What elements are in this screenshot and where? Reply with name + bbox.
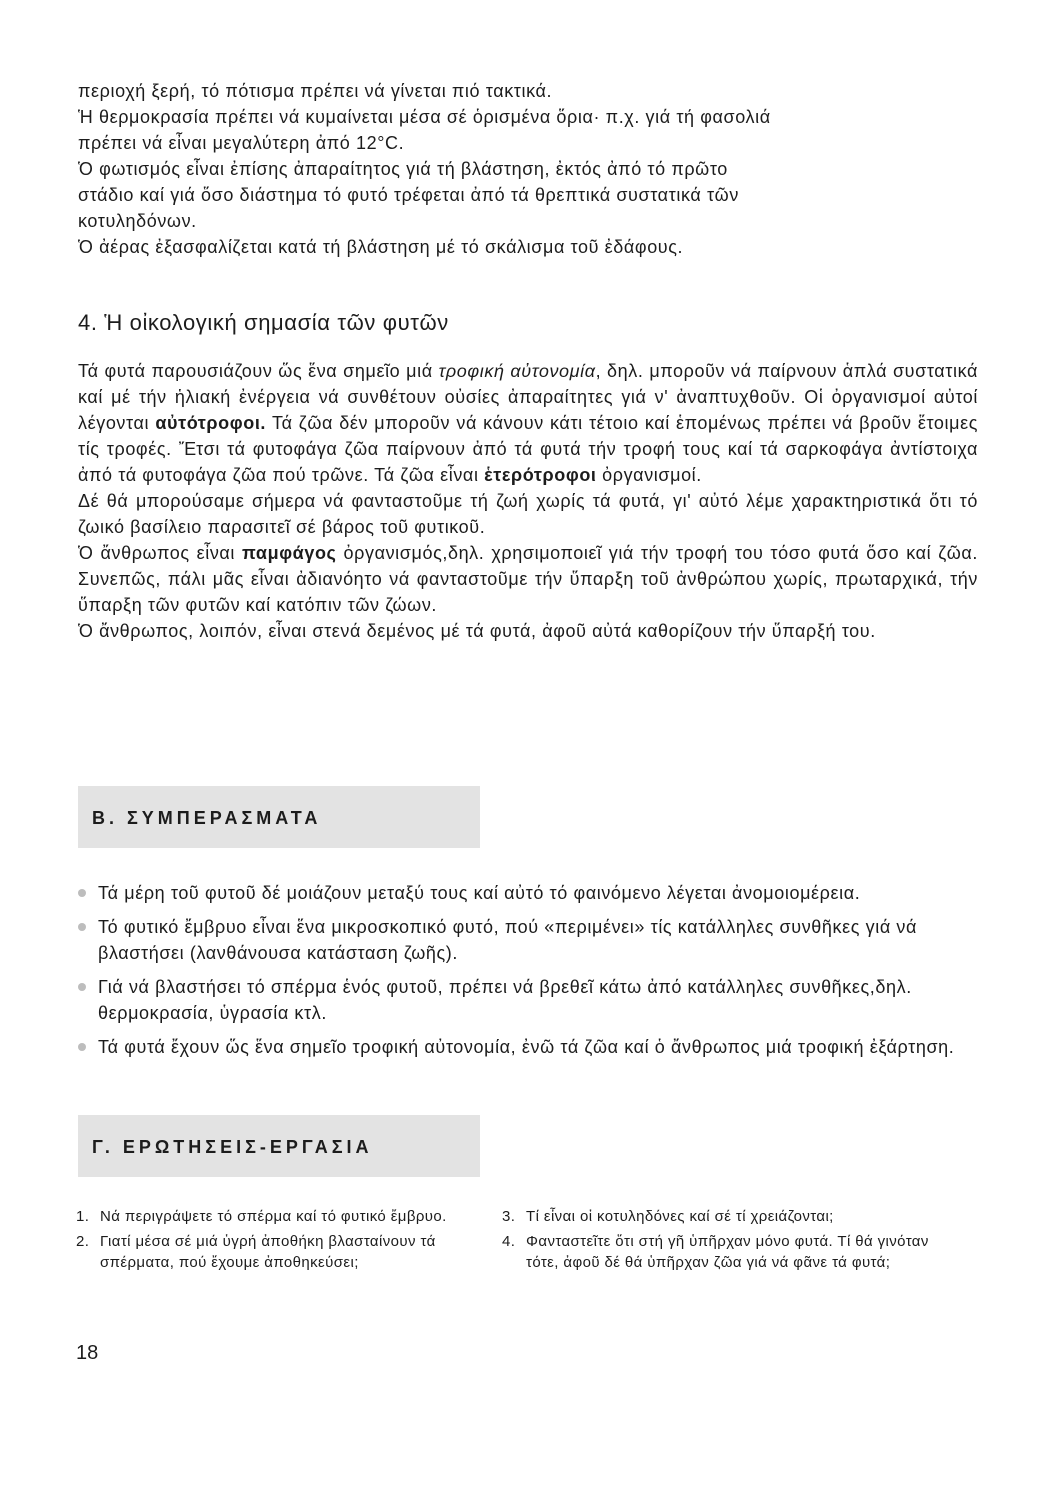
italic-term: τροφική αὐτονομία <box>438 361 596 381</box>
section-g-banner <box>78 1115 480 1177</box>
question-item: 2. Γιατί μέσα σέ μιά ὑγρή ἀποθήκη βλασταίνουν τά σπέρματα, πού ἔχουμε ἀποθηκεύσει; <box>76 1233 436 1271</box>
page-number: 18 <box>76 1342 99 1364</box>
question-item: 3. Τί εἶναι οἱ κοτυληδόνες καί σέ τί χρειάζονται; <box>502 1208 834 1225</box>
question-item: 1. Νά περιγράψετε τό σπέρμα καί τό φυτικό ἔμβρυο. <box>76 1208 447 1225</box>
question-number: 4. <box>502 1233 516 1250</box>
paragraph-plants-life: Δέ θά μπορούσαμε σήμερα νά φανταστοῦμε τή ζωή χωρίς τά φυτά, γι' αὐτό λέμε χαρακτηριστικά ὅτι τό ζωικό βασίλειο παρασιτεῖ σέ βάρος τοῦ φυτικοῦ. <box>78 491 978 537</box>
bullet-icon <box>78 983 86 991</box>
intro-line: πρέπει νά εἶναι μεγαλύτερη ἀπό 12°C. <box>78 133 405 153</box>
bold-term-autotrophs: αὐτότροφοι. <box>155 413 267 433</box>
intro-line: Ὁ φωτισμός εἶναι ἐπίσης ἀπαραίτητος γιά τή βλάστηση, ἐκτός ἀπό τό πρῶτο <box>78 159 728 179</box>
intro-line: Ὁ ἀέρας ἐξασφαλίζεται κατά τή βλάστηση μέ τό σκάλισμα τοῦ ἐδάφους. <box>78 237 684 257</box>
intro-line: κοτυληδόνων. <box>78 211 197 231</box>
questions-right-column <box>502 1206 952 1277</box>
bold-term-omnivore: παμφάγος <box>242 543 337 563</box>
bullet-icon <box>78 1043 86 1051</box>
paragraph-human-plants: Ὁ ἄνθρωπος, λοιπόν, εἶναι στενά δεμένος μέ τά φυτά, ἀφοῦ αὐτά καθορίζουν τήν ὕπαρξή του. <box>78 621 876 641</box>
section-b-banner <box>78 786 480 848</box>
bold-term-heterotrophs: ἑτερότροφοι <box>484 465 597 485</box>
bullet-icon <box>78 923 86 931</box>
section-4-heading: 4. Ἡ οἰκολογική σημασία τῶν φυτῶν <box>78 310 449 335</box>
list-item: Τά μέρη τοῦ φυτοῦ δέ μοιάζουν μεταξύ τους καί αὐτό τό φαινόμενο λέγεται ἀνομοιομέρεια. <box>78 880 958 906</box>
list-item: Γιά νά βλαστήσει τό σπέρμα ἑνός φυτοῦ, πρέπει νά βρεθεῖ κάτω ἀπό κατάλληλες συνθῆκες,δηλ. θερμοκρασία, ὑγρασία κτλ. <box>78 974 958 1026</box>
question-item: 4. Φανταστεῖτε ὅτι στή γῆ ὑπῆρχαν μόνο φυτά. Τί θά γινόταν τότε, ἀφοῦ δέ θά ὑπῆρχαν ζῶα γιά νά φᾶνε τά φυτά; <box>502 1233 929 1271</box>
bullet-icon <box>78 889 86 897</box>
list-item: Τό φυτικό ἔμβρυο εἶναι ἕνα μικροσκοπικό φυτό, πού «περιμένει» τίς κατάλληλες συνθῆκες γιά νά βλαστήσει (λανθάνουσα κατάσταση ζωῆς). <box>78 914 958 966</box>
paragraph-autotrophy: Τά φυτά παρουσιάζουν ὥς ἕνα σημεῖο μιά τροφική αὐτονομία, δηλ. μποροῦν νά παίρνουν ἁπλά συστατικά καί μέ τήν ἡλιακή ἐνέργεια νά συνθέτουν οὐσίες ἀπαραίτητες γιά ν' ἀναπτυχθοῦν. Οἱ ὀργανισμοί αὐτοί λέγονται αὐτότροφοι. Τά ζῶα δέν μποροῦν νά κάνουν κάτι τέτοιο καί ἑπομένως πρέπει νά βροῦν ἕτοιμες τίς τροφές. Ἔτσι τά φυτοφάγα ζῶα παίρνουν ἀπό τά φυτά τήν τροφή τους καί τά σαρκοφάγα ἀντίστοιχα ἀπό τά φυτοφάγα ζῶα πού τρῶνε. Τά ζῶα εἶναι ἑτερότροφοι ὀργανισμοί. <box>78 361 978 485</box>
section-b-title: Β. ΣΥΜΠΕΡΑΣΜΑΤΑ <box>92 808 322 828</box>
questions-left-column <box>76 1206 476 1277</box>
section-g-title: Γ. ΕΡΩΤΗΣΕΙΣ-ΕΡΓΑΣΙΑ <box>92 1137 373 1157</box>
list-item: Τά φυτά ἔχουν ὥς ἕνα σημεῖο τροφική αὐτονομία, ἐνῶ τά ζῶα καί ὁ ἄνθρωπος μιά τροφική ἐξάρτηση. <box>78 1034 958 1060</box>
question-number: 3. <box>502 1208 516 1225</box>
intro-line: Ἡ θερμοκρασία πρέπει νά κυμαίνεται μέσα σέ ὁρισμένα ὅρια· π.χ. γιά τή φασολιά <box>78 107 771 127</box>
intro-text <box>78 78 978 260</box>
question-number: 1. <box>76 1208 90 1225</box>
intro-line: στάδιο καί γιά ὅσο διάστημα τό φυτό τρέφεται ἀπό τά θρεπτικά συστατικά τῶν <box>78 185 739 205</box>
question-number: 2. <box>76 1233 90 1250</box>
intro-line: περιοχή ξερή, τό πότισμα πρέπει νά γίνεται πιό τακτικά. <box>78 81 553 101</box>
paragraph-omnivore: Ὁ ἄνθρωπος εἶναι παμφάγος ὀργανισμός,δηλ. χρησιμοποιεῖ γιά τήν τροφή του τόσο φυτά ὅσο καί ζῶα. Συνεπῶς, πάλι μᾶς εἶναι ἀδιανόητο νά φανταστοῦμε τήν ὕπαρξη τοῦ ἀνθρώπου χωρίς, πρωταρχικά, τήν ὕπαρξη τῶν φυτῶν καί κατόπιν τῶν ζώων. <box>78 543 978 615</box>
section-4-body <box>78 358 978 644</box>
conclusions-list <box>78 880 958 1068</box>
